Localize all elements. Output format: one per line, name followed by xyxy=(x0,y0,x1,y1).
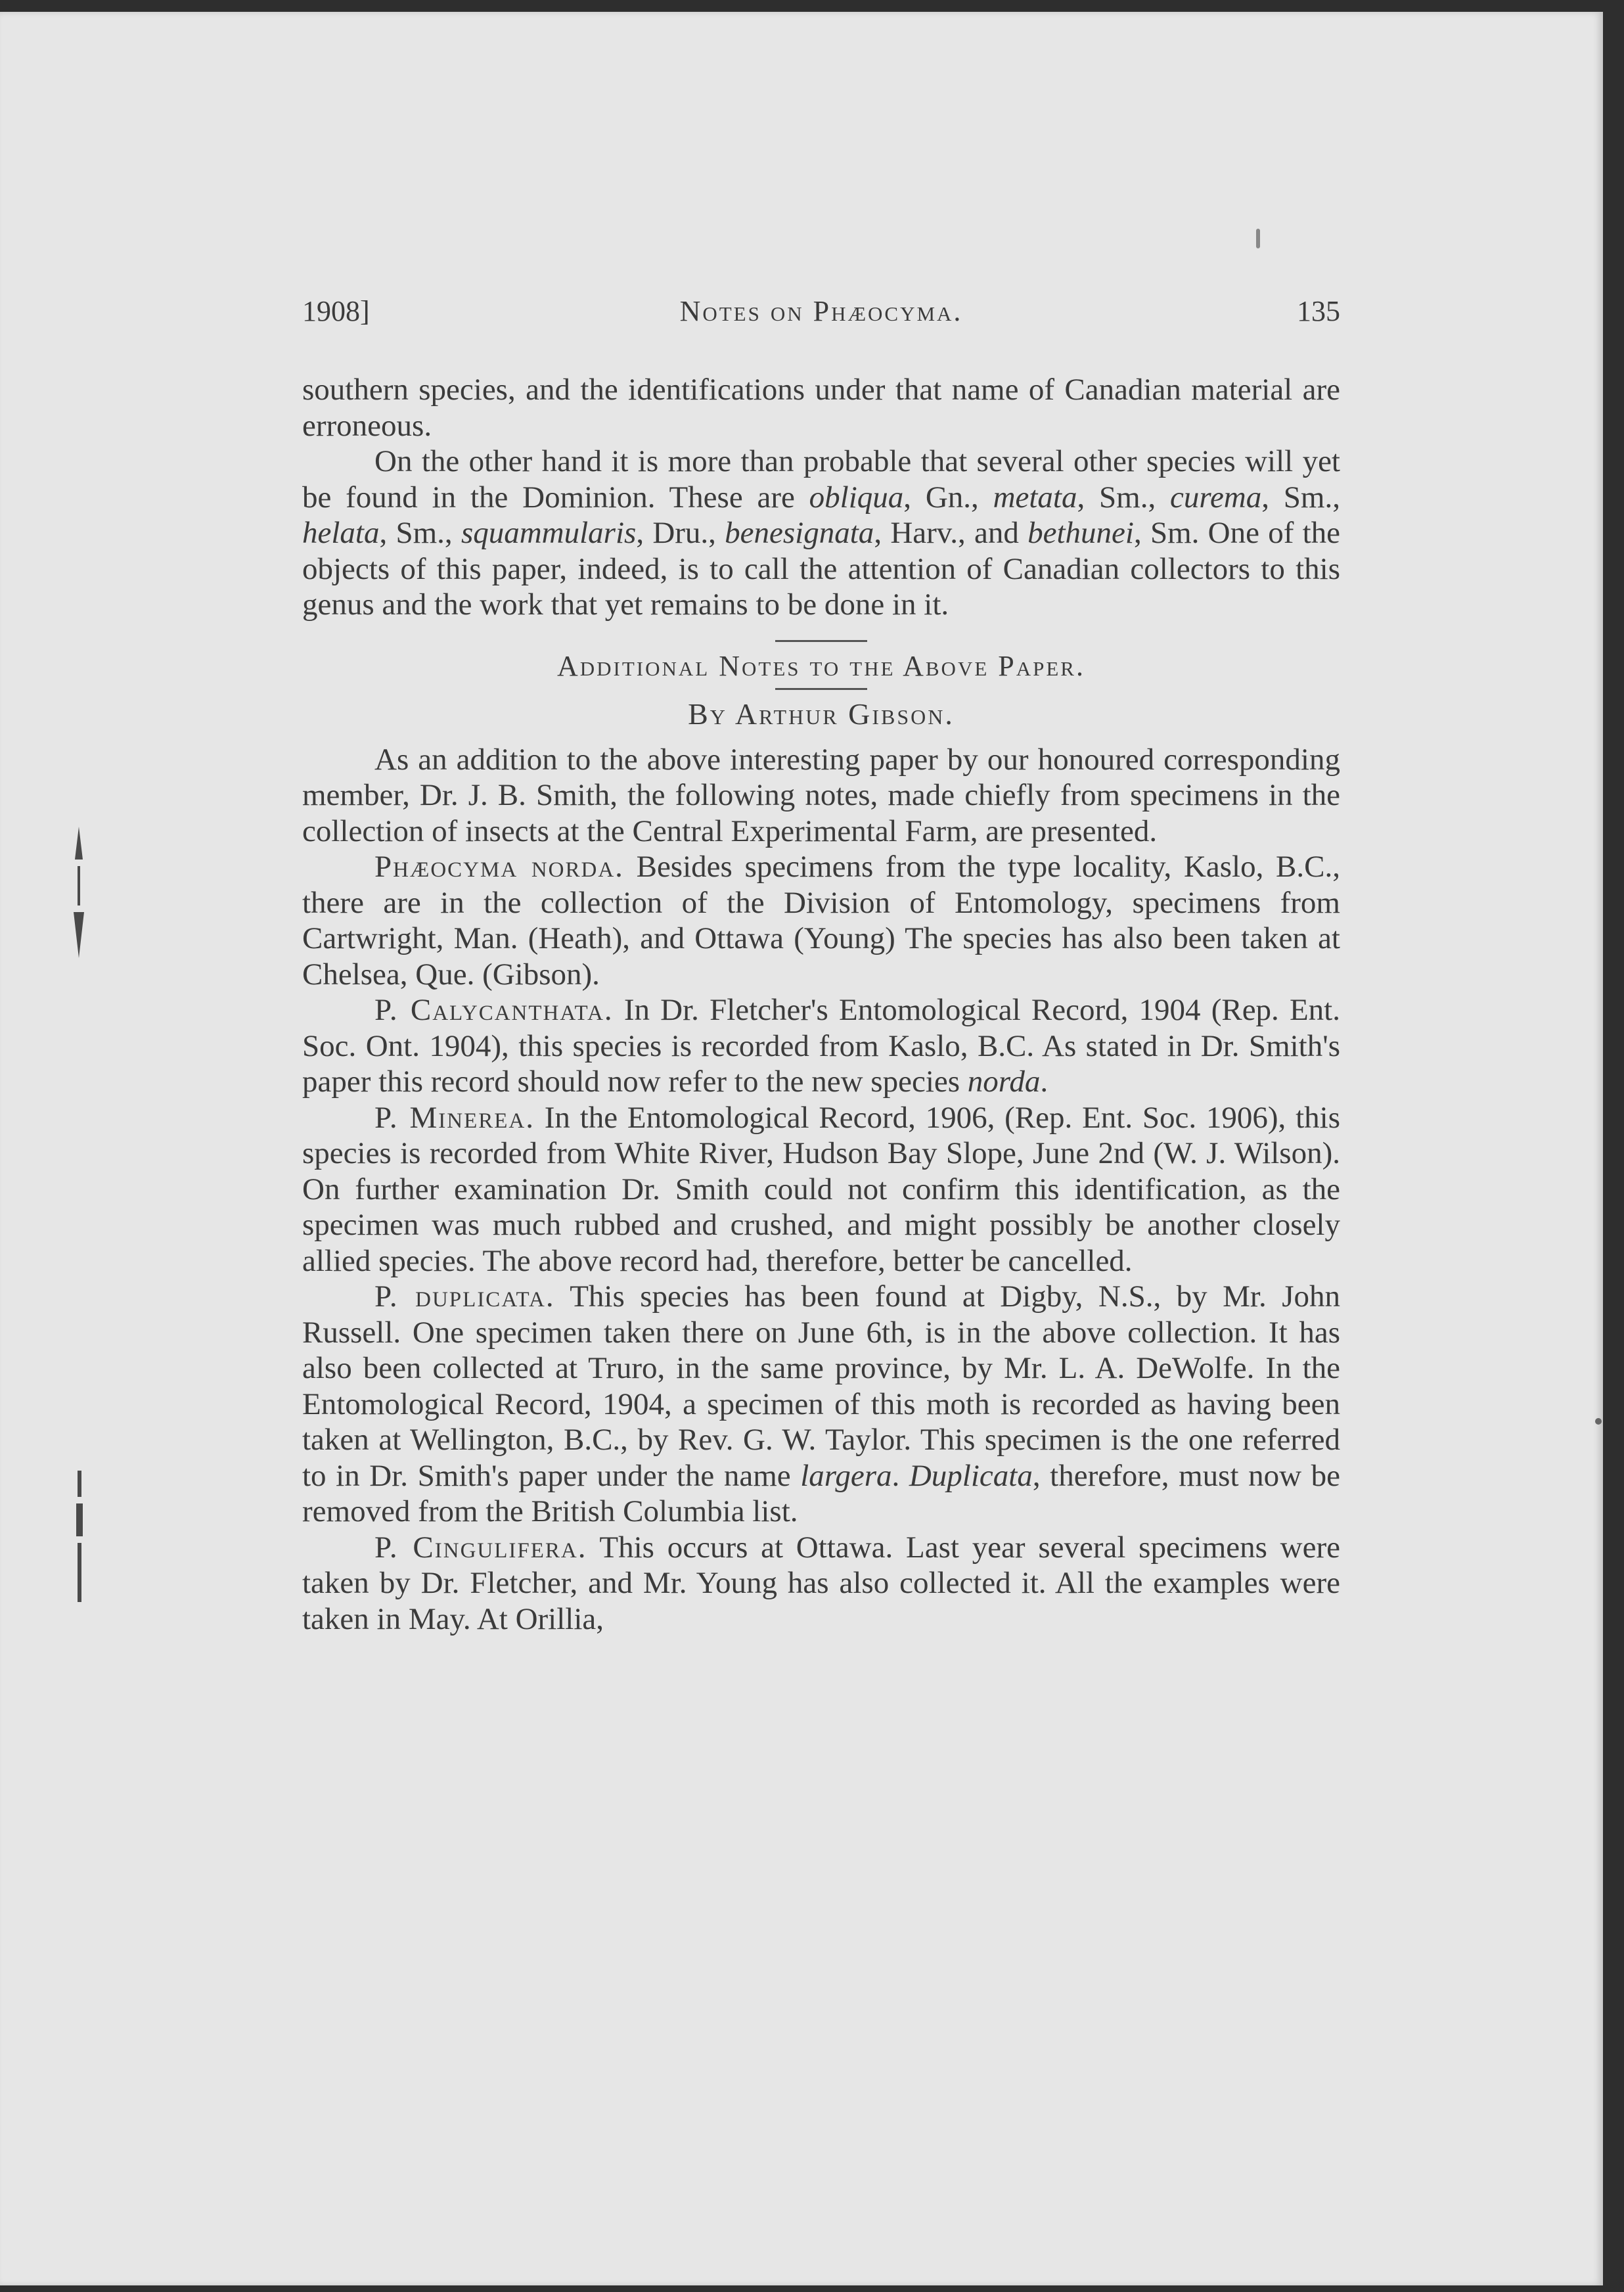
species-heading: P. Minerea. xyxy=(374,1100,535,1135)
paragraph-continuation xyxy=(302,372,1340,444)
page-body xyxy=(302,372,1340,1637)
scan-dot xyxy=(1595,1418,1602,1425)
section-rule xyxy=(775,640,867,642)
page-number: 135 xyxy=(1297,295,1340,327)
species-heading: P. Calycanthata. xyxy=(374,993,614,1027)
text-run: On the other hand it is more than probable that several other species will yet be found in the Dominion. These are xyxy=(302,444,1340,515)
author-byline: By Arthur Gibson. xyxy=(688,697,955,731)
text-run: , Dru., xyxy=(636,516,725,550)
paragraph-norda xyxy=(302,849,1340,992)
text-run: , Sm., xyxy=(379,516,461,550)
species-name: metata xyxy=(993,480,1077,515)
species-name: norda xyxy=(967,1065,1041,1099)
text-run: . xyxy=(891,1458,909,1493)
paragraph-cingulifera xyxy=(302,1530,1340,1638)
paragraph-text: As an addition to the above interesting paper by our honoured corresponding member, Dr. J. B. Smith, the following notes, made chiefly from specimens in the collection of insects at the Central Experimental Farm, are presented. xyxy=(302,742,1340,848)
paragraph-calycanthata xyxy=(302,992,1340,1100)
species-name: bethunei xyxy=(1027,516,1134,550)
running-head-year: 1908] xyxy=(302,295,370,327)
running-head-title: Notes on Phæocyma. xyxy=(679,295,963,327)
text-run: , Sm. One of the objects of this paper, indeed, is to call the attention of Canadian collectors to this genus and the work that yet remains to be done in it. xyxy=(302,516,1341,622)
species-name: squammularis xyxy=(461,516,637,550)
species-name: largera xyxy=(800,1458,892,1493)
species-name: Duplicata xyxy=(909,1458,1033,1493)
margin-scan-mark xyxy=(66,1464,92,1609)
text-run: , therefore, must now be removed from the British Columbia list. xyxy=(302,1458,1340,1528)
paragraph-text: This species has been found at Digby, N.S., by Mr. John Russell. One specimen taken there on June 6th, is in the above collection. It has also been collected at Truro, in the same province, by Mr. L. A. DeWolfe. In the Entomological Record, 1904, a specimen of this moth is recorded as having been taken at Wellington, B.C., by Rev. G. W. Taylor. This specimen is the one referred to in Dr. Smith's paper under the name xyxy=(302,1279,1340,1493)
section-heading: Additional Notes to the Above Paper. xyxy=(557,649,1085,682)
paragraph-text: This occurs at Ottawa. Last year several specimens were taken by Dr. Fletcher, and Mr. Young has also collected it. All the examples were taken in May. At Orillia, xyxy=(302,1530,1340,1636)
species-heading: Phæocyma norda. xyxy=(374,850,624,884)
paragraph-duplicata xyxy=(302,1279,1340,1530)
text-run: , Sm., xyxy=(1077,480,1171,515)
species-name: obliqua xyxy=(809,480,904,515)
species-name: helata xyxy=(302,516,380,550)
margin-scan-mark xyxy=(66,820,92,965)
paragraph-text: In the Entomological Record, 1906, (Rep. Ent. Soc. 1906), this species is recorded from White River, Hudson Bay Slope, June 2nd (W. J. Wilson). On further examination Dr. Smith could not confirm this identification, as the specimen was much rubbed and crushed, and might possibly be another closely allied species. The above record had, therefore, better be cancelled. xyxy=(302,1100,1340,1278)
paragraph-text: Besides specimens from the type locality, Kaslo, B.C., there are in the collection of the Division of Entomology, specimens from Cartwright, Man. (Heath), and Ottawa (Young) The species has also been taken at Chelsea, Que. (Gibson). xyxy=(302,850,1340,992)
paragraph-text: In Dr. Fletcher's Entomological Record, 1904 (Rep. Ent. Soc. Ont. 1904), this species is recorded from Kaslo, B.C. As stated in Dr. Smith's paper this record should now refer to the new species xyxy=(302,993,1340,1099)
text-run: , Sm., xyxy=(1261,480,1340,515)
text-run: , Gn., xyxy=(903,480,993,515)
scan-dot xyxy=(1256,229,1260,248)
paragraph-intro xyxy=(302,742,1340,850)
species-heading: P. duplicata. xyxy=(374,1279,555,1314)
paragraph-text: southern species, and the identifications under that name of Canadian material are erroneous. xyxy=(302,373,1340,443)
section-rule xyxy=(775,688,867,690)
book-page xyxy=(0,12,1603,2285)
species-heading: P. Cingulifera. xyxy=(374,1530,587,1565)
species-name: curema xyxy=(1170,480,1262,515)
text-run: . xyxy=(1040,1065,1049,1099)
paragraph-minerea xyxy=(302,1100,1340,1279)
paragraph-other-species xyxy=(302,444,1340,623)
text-run: , Harv., and xyxy=(874,516,1028,550)
species-name: benesignata xyxy=(725,516,874,550)
running-head xyxy=(302,294,1340,334)
